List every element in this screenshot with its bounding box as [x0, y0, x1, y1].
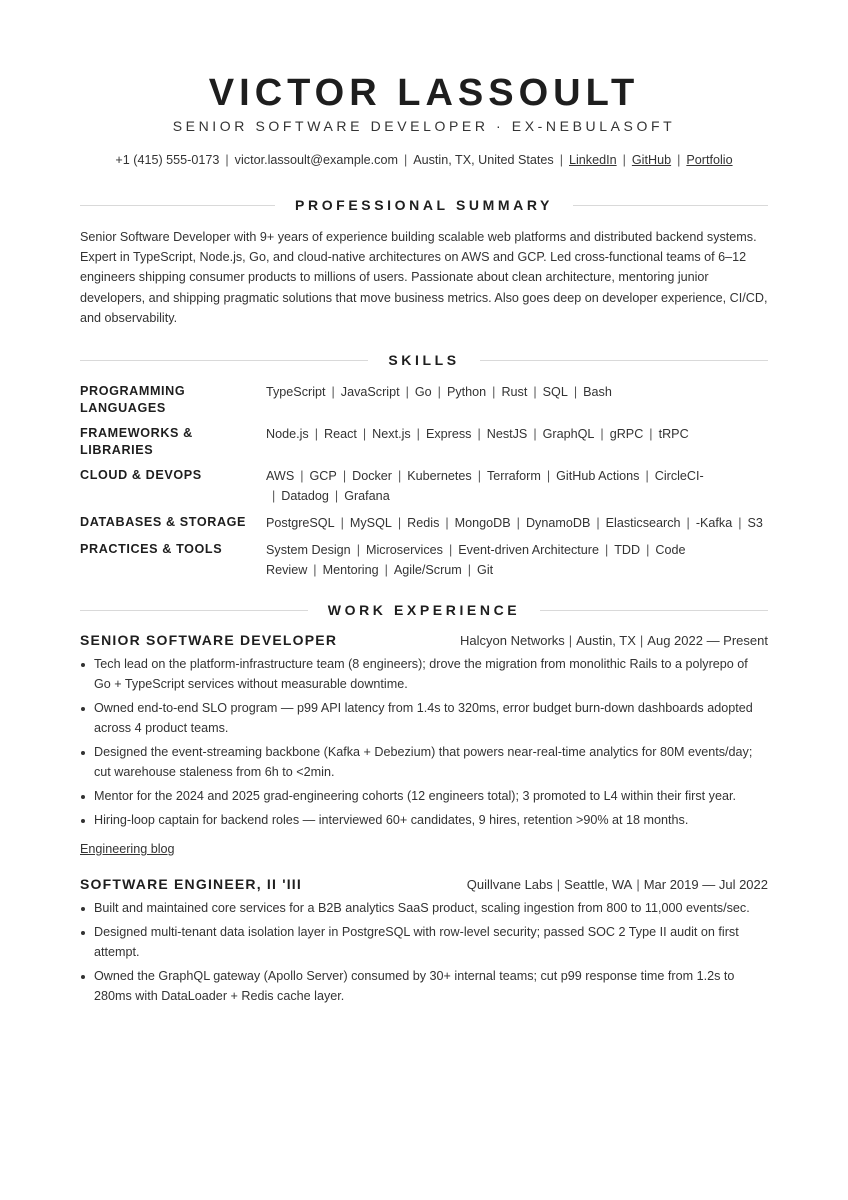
separator: |	[397, 469, 402, 484]
separator: |	[342, 469, 347, 484]
separator: |	[686, 516, 690, 531]
job-title: SOFTWARE ENGINEER, II 'III	[80, 876, 302, 893]
job-meta	[467, 877, 768, 892]
separator: |	[405, 385, 409, 400]
skill-item: Kubernetes	[407, 469, 472, 484]
skill-item: Bash	[583, 385, 612, 400]
job-entry	[80, 876, 768, 1006]
skill-item: S3	[747, 516, 763, 531]
skills-list	[80, 382, 768, 580]
skill-category: CLOUD & DEVOPS	[80, 468, 202, 483]
skill-item: CircleCI-	[654, 469, 704, 484]
skill-category: DATABASES & STORAGE	[80, 515, 247, 530]
skill-item: React	[323, 427, 357, 442]
skill-row	[80, 540, 768, 580]
skill-item: TDD	[614, 543, 641, 558]
skill-item: Git	[477, 563, 494, 578]
skill-item: PostgreSQL	[266, 516, 335, 531]
job-company: Quillvane Labs	[466, 877, 553, 893]
skill-item: Agile/Scrum	[393, 563, 462, 578]
summary-section-header	[80, 195, 768, 215]
list-item: Designed the event-streaming backbone (Kafka + Debezium) that powers near-real-time analytics for 80M events/day; cut warehouse staleness from 6h to <2min.	[80, 742, 768, 782]
separator: |	[477, 427, 481, 442]
skill-row	[80, 382, 768, 417]
skill-row	[80, 513, 768, 533]
skill-item: GitHub Actions	[556, 469, 640, 484]
separator: |	[477, 469, 481, 484]
list-item: Built and maintained core services for a B2B analytics SaaS product, scaling ingestion from 800 to 11,000 events/sec.	[80, 898, 768, 918]
separator: |	[516, 516, 520, 531]
summary-section-title: PROFESSIONAL SUMMARY	[295, 197, 553, 213]
job-location: Seattle, WA	[564, 877, 633, 893]
skill-item: AWS	[266, 469, 295, 484]
candidate-name: VICTOR LASSOULT	[208, 72, 640, 114]
job-dates: Mar 2019 — Jul 2022	[643, 877, 768, 893]
skill-item: MySQL	[349, 516, 392, 531]
skill-item: Docker	[352, 469, 392, 484]
skill-item: Datadog	[281, 489, 329, 504]
portfolio-link[interactable]: Portfolio	[686, 153, 733, 167]
contact-email: victor.lassoult@example.com	[234, 153, 398, 167]
separator: |	[568, 633, 573, 649]
list-item: Hiring-loop captain for backend roles — interviewed 60+ candidates, 9 hires, retention >90% at 18 months.	[80, 810, 768, 830]
job-meta	[460, 633, 768, 648]
experience-section-header	[80, 600, 768, 620]
skill-item: System Design	[266, 543, 351, 558]
skill-item: GCP	[309, 469, 337, 484]
linkedin-link[interactable]: LinkedIn	[568, 153, 617, 167]
separator: |	[437, 385, 441, 400]
separator: |	[331, 385, 335, 400]
contact-line	[80, 151, 768, 169]
separator: |	[314, 427, 318, 442]
skill-row	[80, 424, 768, 459]
separator: |	[300, 469, 304, 484]
separator: |	[600, 427, 604, 442]
candidate-subtitle: SENIOR SOFTWARE DEVELOPER · EX-NEBULASOFT	[172, 118, 676, 134]
separator: |	[533, 427, 537, 442]
job-entry	[80, 632, 768, 858]
job-bullets	[80, 654, 768, 830]
job-dates: Aug 2022 — Present	[647, 633, 768, 649]
skill-item: SQL	[542, 385, 568, 400]
skill-item: TypeScript	[266, 385, 326, 400]
separator: |	[639, 633, 644, 649]
separator: |	[384, 563, 388, 578]
separator: |	[556, 877, 561, 893]
separator: |	[334, 489, 339, 504]
skill-items	[266, 424, 768, 459]
separator: |	[403, 153, 408, 167]
skill-item: Event-driven Architecture	[458, 543, 599, 558]
skill-items	[266, 513, 768, 533]
job-bullets	[80, 898, 768, 1006]
skill-items	[266, 540, 768, 580]
separator: |	[646, 543, 650, 558]
skills-section-header	[80, 350, 768, 370]
job-header	[80, 632, 768, 648]
separator: |	[467, 563, 472, 578]
divider	[80, 610, 308, 611]
separator: |	[416, 427, 420, 442]
separator: |	[546, 469, 551, 484]
skill-item: Elasticsearch	[605, 516, 681, 531]
contact-phone: +1 (415) 555-0173	[115, 153, 220, 167]
separator: |	[636, 877, 640, 893]
separator: |	[448, 543, 453, 558]
skill-item: Next.js	[372, 427, 411, 442]
separator: |	[445, 516, 449, 531]
skill-item: NestJS	[486, 427, 528, 442]
separator: |	[645, 469, 649, 484]
skill-item: Rust	[501, 385, 528, 400]
divider	[80, 360, 368, 361]
separator: |	[573, 385, 578, 400]
skill-item: Go	[414, 385, 432, 400]
divider	[573, 205, 768, 206]
skill-item: Node.js	[266, 427, 309, 442]
separator: |	[649, 427, 653, 442]
contact-location: Austin, TX, United States	[413, 153, 554, 167]
separator: |	[272, 489, 276, 504]
list-item: Owned end-to-end SLO program — p99 API latency from 1.4s to 320ms, error budget burn-down dashboards adopted across 4 product teams.	[80, 698, 768, 738]
skill-item: Code Review	[266, 543, 686, 578]
skill-category: PROGRAMMING LANGUAGES	[80, 384, 186, 416]
divider	[80, 205, 275, 206]
summary-text: Senior Software Developer with 9+ years of experience building scalable web platforms and distributed backend systems. Expert in TypeScript, Node.js, Go, and cloud-native architectures on AWS and GCP. Led cross-functional teams of 6–12 engineers shipping consumer products to millions of users. Passionate about clean architecture, mentoring junior developers, and shipping pragmatic solutions that move business metrics. Also goes deep on developer experience, CI/CD, and observability.	[80, 230, 768, 325]
list-item: Owned the GraphQL gateway (Apollo Server) consumed by 30+ internal teams; cut p99 response time from 1.2s to 280ms with DataLoader + Redis cache layer.	[80, 966, 768, 1006]
skill-item: Mentoring	[322, 563, 379, 578]
skill-item: Python	[446, 385, 487, 400]
job-location: Austin, TX	[576, 633, 636, 649]
skill-item: Grafana	[344, 489, 390, 504]
list-item: Designed multi-tenant data isolation layer in PostgreSQL with row-level security; passed SOC 2 Type II audit on first attempt.	[80, 922, 768, 962]
separator: |	[738, 516, 742, 531]
skill-item: DynamoDB	[525, 516, 591, 531]
separator: |	[362, 427, 367, 442]
separator: |	[533, 385, 537, 400]
experience-section-title: WORK EXPERIENCE	[327, 602, 521, 619]
skills-section-title: SKILLS	[388, 352, 460, 369]
separator: |	[397, 516, 402, 531]
separator: |	[604, 543, 609, 558]
separator: |	[225, 153, 229, 167]
skill-item: Express	[425, 427, 472, 442]
skill-category: FRAMEWORKS & LIBRARIES	[80, 426, 193, 458]
skill-item: MongoDB	[454, 516, 511, 531]
github-link[interactable]: GitHub	[631, 153, 672, 167]
separator: |	[340, 516, 344, 531]
skill-item: tRPC	[658, 427, 689, 442]
skill-item: gRPC	[609, 427, 644, 442]
separator: |	[313, 563, 317, 578]
separator: |	[677, 153, 681, 167]
list-item: Tech lead on the platform-infrastructure team (8 engineers); drove the migration from monolithic Rails to a polyrepo of Go + TypeScript services without measurable downtime.	[80, 654, 768, 694]
separator: |	[492, 385, 496, 400]
skill-items	[266, 466, 768, 506]
skill-category: PRACTICES & TOOLS	[80, 542, 223, 557]
job-title: SENIOR SOFTWARE DEVELOPER	[80, 632, 338, 649]
skill-item: Redis	[407, 516, 440, 531]
skill-items	[266, 382, 768, 417]
separator: |	[356, 543, 360, 558]
list-item: Mentor for the 2024 and 2025 grad-engineering cohorts (12 engineers total); 3 promoted to L4 within their first year.	[80, 786, 768, 806]
skill-item: Microservices	[365, 543, 443, 558]
job-header	[80, 876, 768, 892]
separator: |	[596, 516, 600, 531]
divider	[540, 610, 768, 611]
skill-item: GraphQL	[542, 427, 595, 442]
job-company: Halcyon Networks	[460, 633, 565, 649]
skill-row	[80, 466, 768, 506]
divider	[480, 360, 768, 361]
separator: |	[622, 153, 626, 167]
skill-item: -Kafka	[695, 516, 733, 531]
engineering-blog-link[interactable]: Engineering blog	[80, 842, 175, 857]
separator: |	[559, 153, 563, 167]
skill-item: Terraform	[486, 469, 541, 484]
skill-item: JavaScript	[340, 385, 400, 400]
